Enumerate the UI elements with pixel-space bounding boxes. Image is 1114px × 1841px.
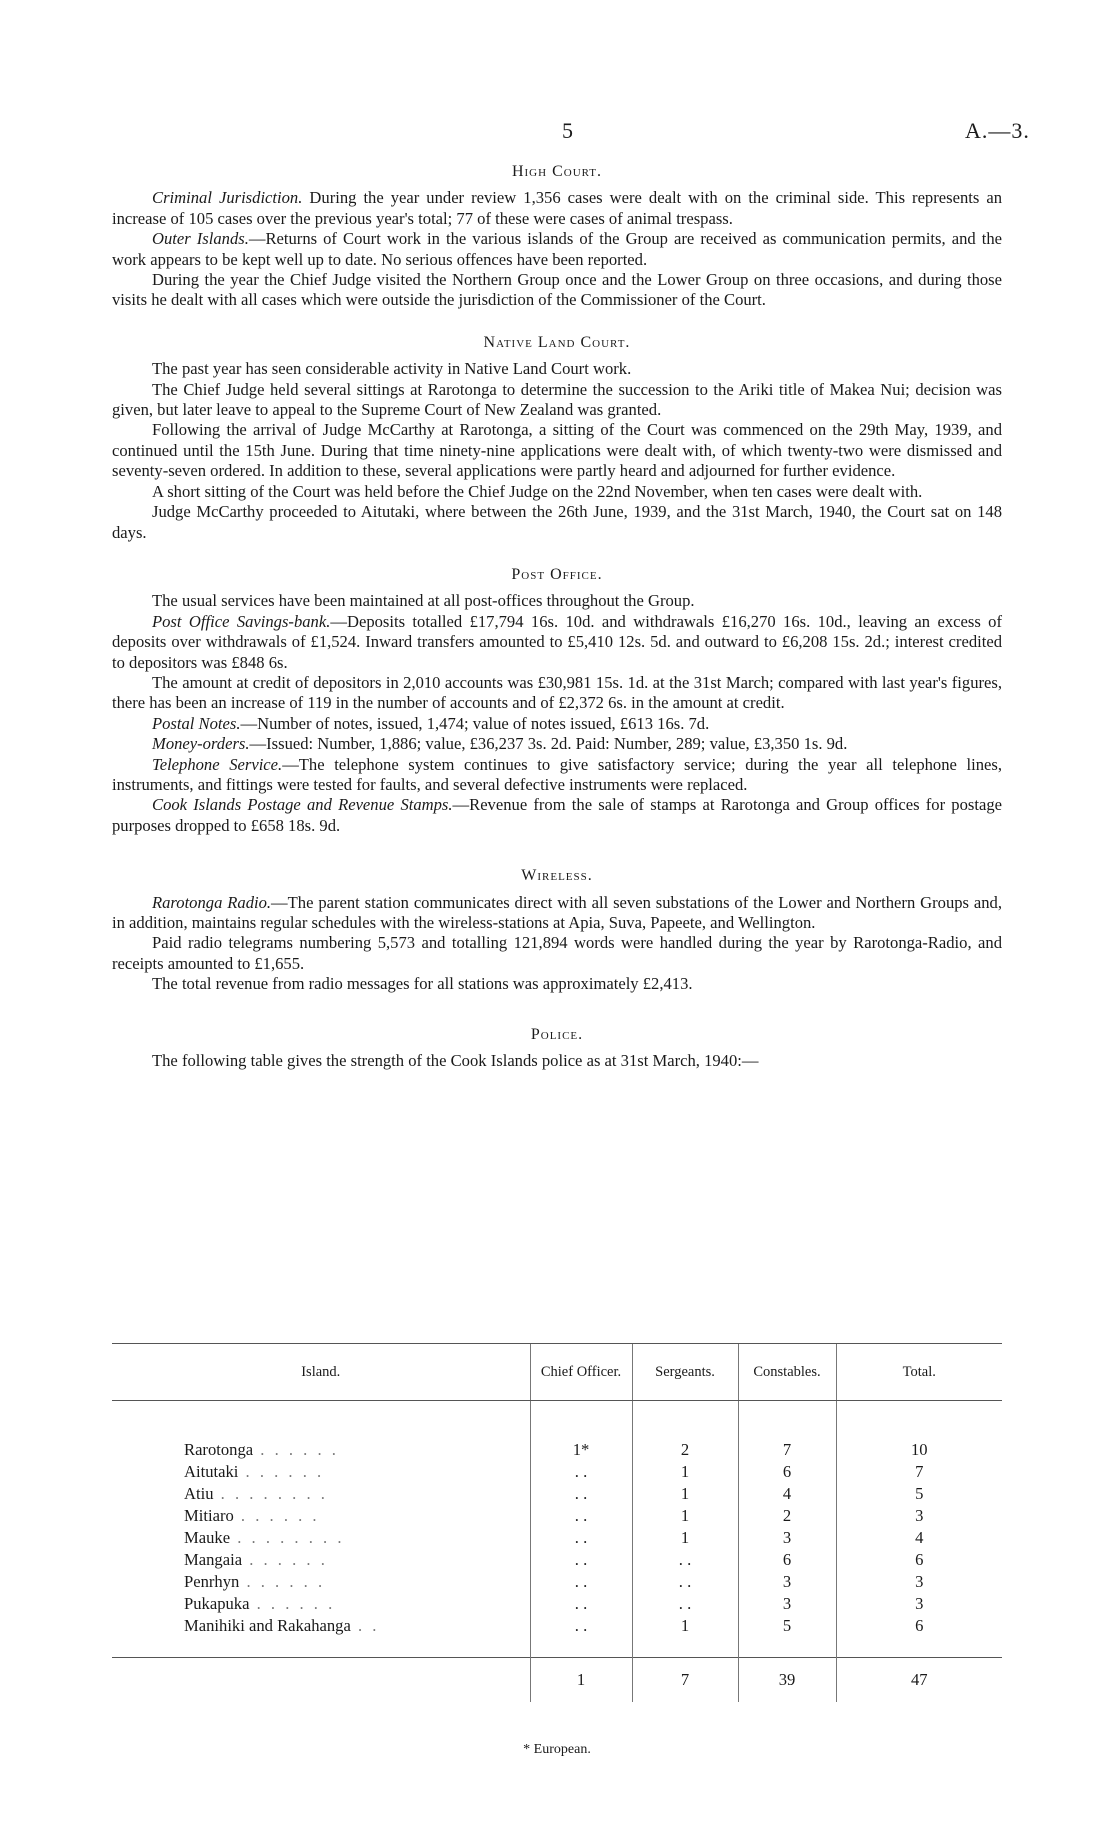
document-reference: A.—3. [965, 118, 1030, 143]
grand-total: 47 [836, 1658, 1002, 1703]
island-name: Mitiaro [184, 1506, 234, 1525]
paragraph-text: During the year under review 1,356 cases were dealt with on the criminal side. This represents an increase of 105 cases over the previous year's total; 77 of these were cases of animal trespass. [112, 188, 1002, 228]
paragraph-savings-bank [112, 612, 1002, 673]
total-cell: 7 [836, 1461, 1002, 1483]
total-cell: 3 [836, 1505, 1002, 1527]
dot-leader: . . . . . . . . [213, 1484, 328, 1503]
paragraph: The total revenue from radio messages for all stations was approximately £2,413. [152, 974, 693, 994]
island-name: Pukapuka [184, 1594, 250, 1613]
sergeants-cell: 1 [632, 1527, 738, 1549]
paragraph: Paid radio telegrams numbering 5,573 and totalling 121,894 words were handled during the year by Rarotonga-Radio, and receipts amounted to £1,655. [112, 933, 1002, 973]
paragraph-police-intro: The following table gives the strength of the Cook Islands police as at 31st March, 1940:— [152, 1051, 759, 1071]
sergeants-cell: 2 [632, 1401, 738, 1462]
paragraph: Judge McCarthy proceeded to Aitutaki, where between the 26th June, 1939, and the 31st March, 1940, the Court sat on 148 days. [112, 502, 1002, 542]
sergeants-cell: . . [632, 1571, 738, 1593]
sergeants-cell: . . [632, 1593, 738, 1615]
paragraph-postal-notes [112, 714, 1002, 734]
sergeants-cell: 1 [632, 1615, 738, 1658]
dot-leader: . . . . . . [238, 1462, 325, 1481]
island-name: Manihiki and Rakahanga [184, 1616, 351, 1635]
island-cell [112, 1615, 530, 1658]
constables-cell: 4 [738, 1483, 836, 1505]
island-cell [112, 1505, 530, 1527]
sergeants-cell: 1 [632, 1505, 738, 1527]
total-cell: 5 [836, 1483, 1002, 1505]
table-row [112, 1527, 1002, 1549]
table-row [112, 1593, 1002, 1615]
constables-cell: 5 [738, 1615, 836, 1658]
section-heading-high-court: High Court. [511, 163, 603, 180]
paragraph-money-orders [112, 734, 1002, 754]
paragraph: Following the arrival of Judge McCarthy at Rarotonga, a sitting of the Court was commenced on the 29th May, 1939, and continued until the 15th June. During that time ninety-nine applications were dealt with, of which twenty-two were dismissed and seventy-seven ordered. In addition to these, several applications were partly heard and adjourned for further evidence. [112, 420, 1002, 481]
constables-cell: 3 [738, 1593, 836, 1615]
table-row [112, 1571, 1002, 1593]
table-row [112, 1461, 1002, 1483]
column-header-constables: Constables. [738, 1344, 836, 1401]
island-cell [112, 1549, 530, 1571]
dot-leader: . . . . . . [253, 1440, 339, 1459]
chief-officer-cell: . . [530, 1527, 632, 1549]
run-in-heading: Rarotonga Radio. [152, 892, 272, 912]
run-in-heading: Cook Islands Postage and Revenue Stamps. [152, 795, 453, 815]
island-cell [112, 1401, 530, 1462]
total-cell: 4 [836, 1527, 1002, 1549]
totals-row [112, 1658, 1002, 1703]
chief-officer-cell: 1* [530, 1401, 632, 1462]
constables-cell: 7 [738, 1401, 836, 1462]
section-heading-post-office: Post Office. [511, 565, 603, 583]
paragraph-text: —The parent station communicates direct with all seven substations of the Lower and Northern Groups and, in addition, maintains regular schedules with the wireless-stations at Apia, Suva, Papeete, and Wellington. [112, 892, 1002, 932]
dot-leader: . . [350, 1616, 380, 1635]
column-header-chief-officer: Chief Officer. [530, 1344, 632, 1401]
paragraph-text: —Deposits totalled £17,794 16s. 10d. and withdrawals £16,270 16s. 10d., leaving an excess of deposits over withdrawals of £1,524. Inward transfers amounted to £5,410 12s. 5d. and outward to £6,208 15s. 2d.; interest credited to depositors was £848 6s. [112, 611, 1002, 672]
table-row [112, 1549, 1002, 1571]
constables-cell: 3 [738, 1527, 836, 1549]
total-sergeants: 7 [632, 1658, 738, 1703]
page-body [112, 162, 1002, 1071]
total-cell: 3 [836, 1571, 1002, 1593]
totals-label-cell [112, 1658, 530, 1703]
column-header-sergeants: Sergeants. [632, 1344, 738, 1401]
table-row [112, 1505, 1002, 1527]
run-in-heading: Postal Notes. [152, 713, 241, 733]
section-heading-wireless: Wireless. [521, 867, 593, 885]
paragraph: During the year the Chief Judge visited the Northern Group once and the Lower Group on three occasions, and during those visits he dealt with all cases which were outside the jurisdiction of the Commissioner of the Court. [112, 270, 1002, 310]
run-in-heading: Post Office Savings-bank. [152, 611, 331, 631]
table-header-row [112, 1344, 1002, 1401]
total-cell: 3 [836, 1593, 1002, 1615]
paragraph-text: —The telephone system continues to give satisfactory service; during the year all telephone lines, instruments, and fittings were tested for faults, and several defective instruments were replaced. [112, 754, 1002, 794]
island-name: Mangaia [184, 1550, 243, 1569]
sergeants-cell: 1 [632, 1461, 738, 1483]
paragraph: The Chief Judge held several sittings at Rarotonga to determine the succession to the Ariki title of Makea Nui; decision was given, but later leave to appeal to the Supreme Court of New Zealand was granted. [112, 379, 1002, 420]
table-row [112, 1401, 1002, 1462]
paragraph-rarotonga-radio [112, 893, 1002, 934]
paragraph-telephone-service [112, 755, 1002, 796]
island-name: Rarotonga [184, 1440, 254, 1459]
island-name: Atiu [184, 1484, 214, 1503]
chief-officer-cell: . . [530, 1615, 632, 1658]
paragraph-stamps [112, 795, 1002, 836]
table-footnote: * European. [523, 1742, 591, 1757]
chief-officer-cell: . . [530, 1593, 632, 1615]
constables-cell: 3 [738, 1571, 836, 1593]
table-row [112, 1483, 1002, 1505]
island-name: Mauke [184, 1528, 231, 1547]
dot-leader: . . . . . . [242, 1550, 328, 1569]
total-cell: 6 [836, 1615, 1002, 1658]
sergeants-cell: 1 [632, 1483, 738, 1505]
island-cell [112, 1571, 530, 1593]
section-heading-native-land-court: Native Land Court. [483, 333, 631, 351]
chief-officer-cell: . . [530, 1483, 632, 1505]
sergeants-cell: . . [632, 1549, 738, 1571]
run-in-heading: Criminal Jurisdiction. [152, 188, 303, 208]
run-in-heading: Money-orders. [152, 734, 250, 754]
dot-leader: . . . . . . . . [230, 1528, 345, 1547]
constables-cell: 2 [738, 1505, 836, 1527]
island-cell [112, 1483, 530, 1505]
island-cell [112, 1593, 530, 1615]
paragraph: A short sitting of the Court was held before the Chief Judge on the 22nd November, when ten cases were dealt with. [152, 481, 923, 501]
police-strength-table [112, 1343, 1002, 1702]
paragraph: The usual services have been maintained at all post-offices throughout the Group. [152, 591, 695, 611]
page-number: 5 [562, 118, 573, 143]
total-cell: 10 [836, 1401, 1002, 1462]
paragraph: The past year has seen considerable activity in Native Land Court work. [152, 359, 632, 379]
paragraph-text: —Returns of Court work in the various islands of the Group are received as communication permits, and the work appears to be kept well up to date. No serious offences have been reported. [112, 229, 1002, 269]
dot-leader: . . . . . . [249, 1594, 336, 1613]
run-in-heading: Telephone Service. [152, 754, 283, 774]
paragraph-text: —Issued: Number, 1,886; value, £36,237 3s. 2d. Paid: Number, 289; value, £3,350 1s. 9d. [249, 734, 848, 754]
chief-officer-cell: . . [530, 1549, 632, 1571]
paragraph-text: —Number of notes, issued, 1,474; value of notes issued, £613 16s. 7d. [240, 713, 710, 733]
paragraph-outer-islands [112, 229, 1002, 270]
chief-officer-cell: . . [530, 1505, 632, 1527]
chief-officer-cell: . . [530, 1461, 632, 1483]
constables-cell: 6 [738, 1549, 836, 1571]
chief-officer-cell: . . [530, 1571, 632, 1593]
island-cell [112, 1527, 530, 1549]
total-chief-officer: 1 [530, 1658, 632, 1703]
paragraph: The amount at credit of depositors in 2,010 accounts was £30,981 15s. 1d. at the 31st March; compared with last year's figures, there has been an increase of 119 in the number of accounts and of £2,372 6s. in the amount at credit. [112, 672, 1002, 713]
paragraph-text: —Revenue from the sale of stamps at Rarotonga and Group offices for postage purposes dropped to £658 18s. 9d. [112, 795, 1002, 835]
island-name: Penrhyn [184, 1572, 240, 1591]
constables-cell: 6 [738, 1461, 836, 1483]
island-name: Aitutaki [184, 1462, 239, 1481]
island-cell [112, 1461, 530, 1483]
total-cell: 6 [836, 1549, 1002, 1571]
column-header-total: Total. [836, 1344, 1002, 1401]
dot-leader: . . . . . . [233, 1506, 320, 1525]
paragraph-criminal-jurisdiction [112, 188, 1002, 229]
dot-leader: . . . . . . [239, 1572, 326, 1591]
column-header-island: Island. [112, 1344, 530, 1401]
run-in-heading: Outer Islands. [152, 229, 249, 249]
table-row [112, 1615, 1002, 1658]
section-heading-police: Police. [530, 1025, 584, 1043]
total-constables: 39 [738, 1658, 836, 1703]
